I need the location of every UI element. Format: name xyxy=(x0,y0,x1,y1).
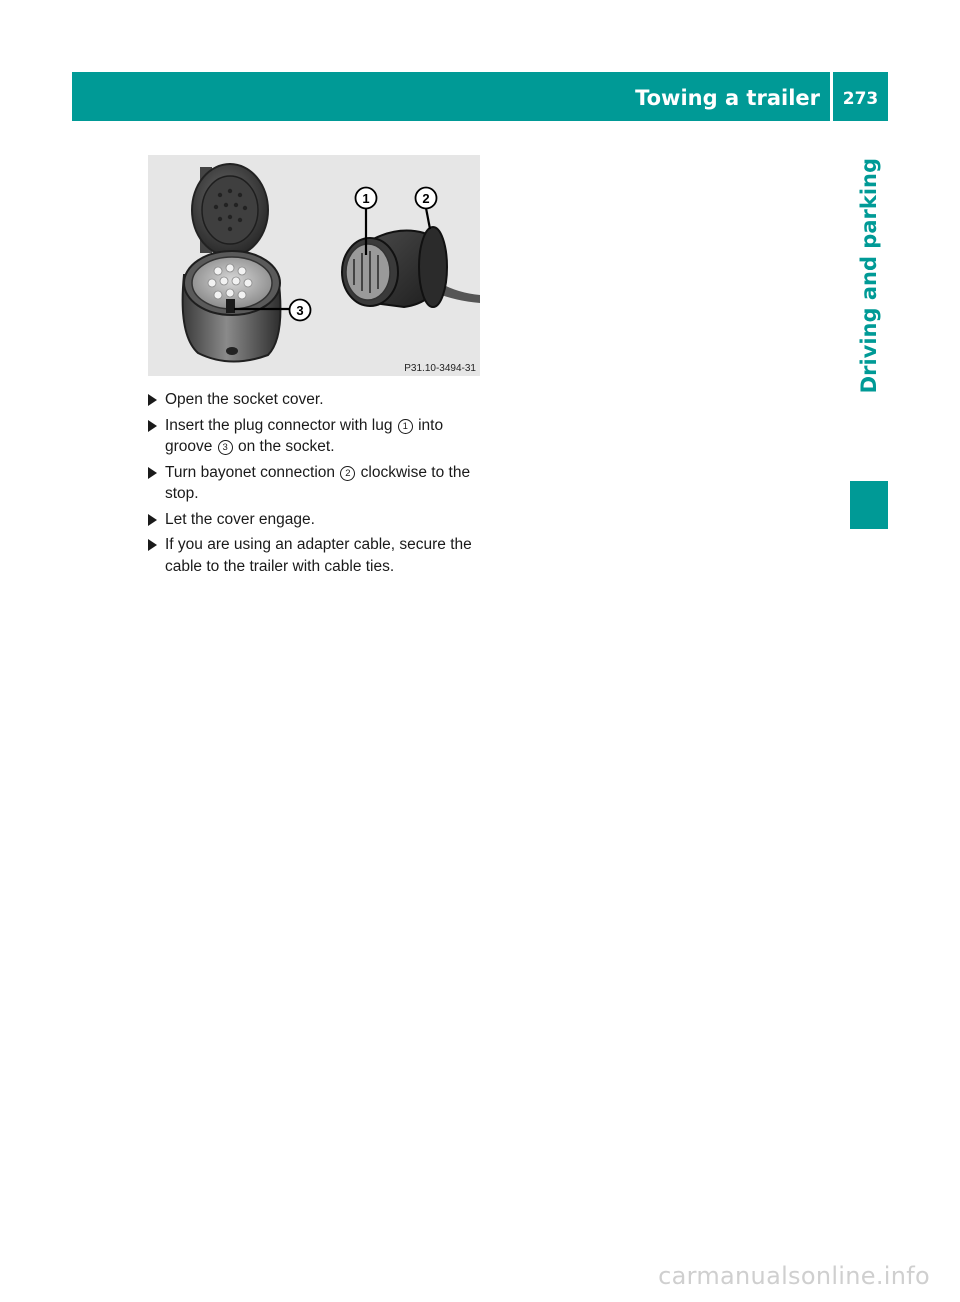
step-item xyxy=(148,415,488,458)
step-text: on the socket. xyxy=(233,438,335,455)
callout-2-label: 2 xyxy=(422,191,430,206)
socket-cover xyxy=(192,164,268,256)
reference-number: 1 xyxy=(398,419,413,434)
socket-illustration xyxy=(148,155,480,376)
step-item xyxy=(148,462,488,505)
step-text: into groove xyxy=(165,416,444,455)
image-code: P31.10-3494-31 xyxy=(404,363,476,374)
chapter-tab-marker xyxy=(850,481,888,529)
step-text: If you are using an adapter cable, secure the cable to the trailer with cable ties. xyxy=(165,536,472,575)
callout-3-label: 3 xyxy=(296,303,304,318)
socket-body xyxy=(183,251,281,362)
step-item xyxy=(148,389,488,411)
instruction-steps xyxy=(148,389,488,581)
plug-connector xyxy=(342,227,480,307)
step-arrow-icon xyxy=(148,514,157,526)
step-arrow-icon xyxy=(148,420,157,432)
step-text: Turn bayonet connection xyxy=(165,463,340,481)
step-arrow-icon xyxy=(148,467,157,479)
step-arrow-icon xyxy=(148,539,157,551)
socket-plug-drawing xyxy=(148,155,480,376)
reference-number: 2 xyxy=(340,466,355,481)
step-text: Let the cover engage. xyxy=(165,510,315,528)
step-text: Open the socket cover. xyxy=(165,391,324,408)
chapter-tab xyxy=(850,150,888,480)
callout-1-label: 1 xyxy=(362,191,370,206)
step-item xyxy=(148,534,488,577)
chapter-tab-label: Driving and parking xyxy=(857,158,881,394)
watermark: carmanualsonline.info xyxy=(658,1262,930,1290)
page-number: 273 xyxy=(842,89,879,109)
reference-number: 3 xyxy=(218,440,233,455)
step-item xyxy=(148,509,488,531)
section-title: Towing a trailer xyxy=(635,86,820,110)
page-header xyxy=(72,72,888,121)
step-text: clockwise to the stop. xyxy=(165,463,471,502)
step-text: Insert the plug connector with lug xyxy=(165,416,397,434)
step-arrow-icon xyxy=(148,394,157,406)
